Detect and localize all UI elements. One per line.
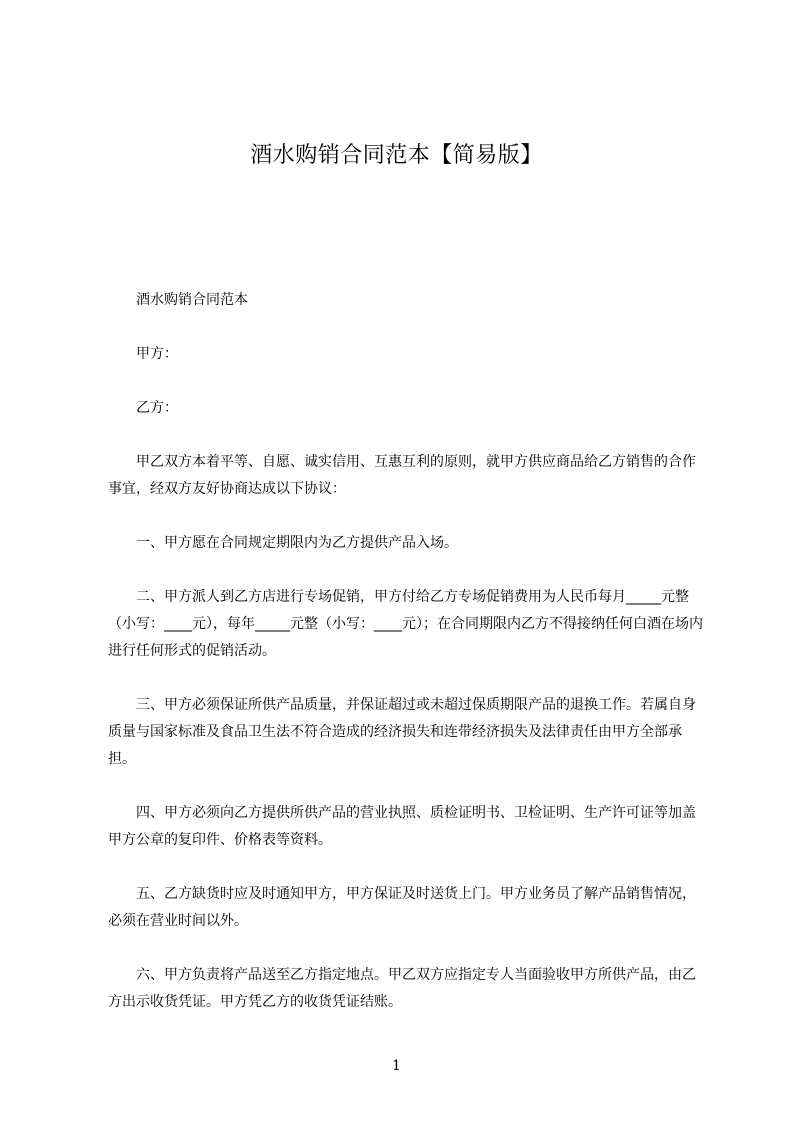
document-title: 酒水购销合同范本【简易版】: [250, 143, 543, 168]
party-a-line: 甲方：: [136, 346, 178, 362]
clause-6: 六、甲方负责将产品送至乙方指定地点。甲乙双方应指定专人当面验收甲方所供产品，由乙方出示收货凭证。甲方凭乙方的收货凭证结账。: [108, 967, 696, 1010]
party-b-line: 乙方：: [136, 400, 178, 416]
clause-2: 二、甲方派人到乙方店进行专场促销，甲方付给乙方专场促销费用为人民币每月_____元整（小写：____元），每年_____元整（小写：____元）；在合同期限内乙方不得接纳任何白酒在场内进行任何形式的促销活动。: [108, 589, 703, 659]
clause-5: 五、乙方缺货时应及时通知甲方，甲方保证及时送货上门。甲方业务员了解产品销售情况，必须在营业时间以外。: [108, 886, 696, 929]
preamble-paragraph: 甲乙双方本着平等、自愿、诚实信用、互惠互利的原则，就甲方供应商品给乙方销售的合作事宜，经双方友好协商达成以下协议：: [108, 454, 696, 497]
page-number: 1: [392, 1058, 401, 1074]
subtitle-paragraph: 酒水购销合同范本: [136, 292, 248, 308]
clause-3: 三、甲方必须保证所供产品质量，并保证超过或未超过保质期限产品的退换工作。若属自身质量与国家标准及食品卫生法不符合造成的经济损失和连带经济损失及法律责任由甲方全部承担。: [108, 697, 696, 767]
clause-4: 四、甲方必须向乙方提供所供产品的营业执照、质检证明书、卫检证明、生产许可证等加盖甲方公章的复印件、价格表等资料。: [108, 805, 696, 848]
clause-1: 一、甲方愿在合同规定期限内为乙方提供产品入场。: [136, 535, 458, 551]
